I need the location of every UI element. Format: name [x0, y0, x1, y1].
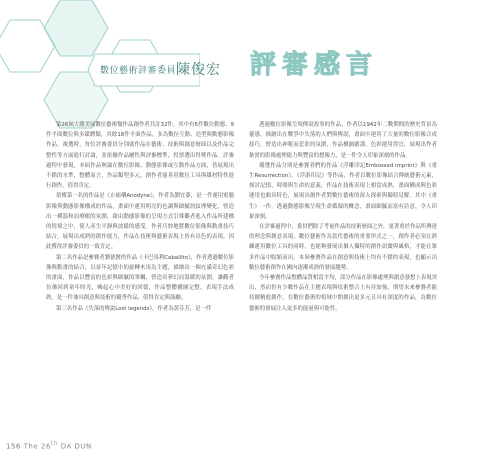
- text-column-right: [249, 120, 437, 314]
- paragraph: 在評審過程中，委員們除了考量作品的技術層面之外，更著重於作品所傳達的理念與創意表現。數位藝術作為當代藝術的重要形式之一，創作者必須在熟練運用數位工具的同時，也能夠發展出個人獨特的創作語彙與風格，才能在眾多作品中脫穎而出。本屆參賽作品在創意與技術上均有不錯的表現，也顯示出數位藝術創作在國內逐漸成熟的發展趨勢。: [249, 224, 437, 271]
- paragraph: 第二名作品是參賽者劉德賢的作品《卡巴馬利Caballito》，作者透過數位影像與動畫的結合，以童年記憶中的旋轉木馬為主題，描繪出一個充滿奇幻色彩的畫面，作品以豐富的色彩與細膩的筆觸，營造出夢幻而溫暖的氛圍，讓觀者彷彿回到童年時光，喚起心中美好的回憶，作品整體構圖完整，表現手法成熟，是一件兼具創意與技術的優秀作品，值得肯定與鼓勵。: [46, 254, 234, 302]
- edition-name: DA DUN: [60, 442, 92, 450]
- paragraph: 透過數位影像呈現傳說故事的作品，作者以1942年二戰期間的歷史背景為靈感，描繪出在戰爭中失落的人們與傳說，畫面中運用了大量的數位影像合成技巧，營造出神秘而悲壯的氛圍，作品構圖嚴謹，色彩運用得宜，展現出作者紮實的影像處理能力與豐富的想像力，是一件令人印象深刻的作品。: [249, 122, 437, 159]
- paragraph: 第26屆大墩美展數位藝術類作品創作者共計32件，其中有5件數位動態、9件平面數位與多媒體類，其餘18件平面作品，多為數位互動、造型與動態影像作品。複選時，每位評審委員分別就作品在藝術、技術與創意層面以及作品完整性等方面進行討論，並依據作品屬性與評審標準，投票選出得獎作品。評審過程中發現，本屆作品無論在數位影像、動態影像或互動作品方面，皆展現出不錯的水準，整體而言，作品類型多元，創作者能善用數位工具與媒材特性進行創作，值得肯定。: [46, 122, 234, 190]
- paragraph: 第三名作品《失落的傳說Lost legends》，作者為黃芬芳，是一件: [56, 305, 212, 312]
- page-footer: [0, 433, 480, 461]
- reviewer-role: 數位藝術評審委員: [100, 66, 177, 76]
- edition-suffix: th: [50, 439, 58, 447]
- edition-ordinal: 26: [40, 442, 51, 450]
- page-title: 評審感言: [250, 50, 379, 80]
- page-number: 156: [6, 442, 21, 450]
- paragraph: 榮獲第一名的作品是《止痛藥Anodyne》，作者為劉宜蓁，是一件運用電腦影像與動態影像構成的作品，畫面中運用明亮的色調與細膩的紋理變化，營造出一種溫和而療癒的氛圍，藉由動態影像的呈現方式引導觀者進入作品所建構的情境之中，使人產生平靜與放鬆的感受。作者巧妙地將數位影像與動畫技巧結合，展現出成熟的創作能力，作品在技術與藝術表現上皆有出色的表現，因此獲得評審委員的一致肯定。: [46, 193, 234, 251]
- text-column-left: [46, 120, 234, 314]
- paragraph: 優選作品分別是參賽者們的作品《浮雕印記Embossed imprint》與《重生Resurrection》、《浮游印記》等作品，作者以數位影像結合傳統藝術元素，探討記憶、時間與生命的意義，作品在技術表現上相當成熟，畫面構成與色彩運用也頗具特色，展現出創作者對數位藝術的深入探索與獨特見解。其中《重生》一作，透過動態影像呈現生命循環的概念，畫面細膩而富有詩意，令人印象深刻。: [249, 162, 437, 220]
- reviewer-name: 陳俊宏: [176, 62, 221, 78]
- paragraph: 今年參賽作品整體品質相當平均，部分作品在影像處理與創意發想上表現突出，然而仍有少數作品在主題表現與技術整合上有待加強，期望未來參賽者能持續精進創作，在數位藝術的領域中開創出更多元且具有深度的作品，為數位藝術的發展注入更多的能量與可能性。: [249, 275, 437, 312]
- edition-prefix: The: [23, 442, 39, 450]
- footer-label: [6, 440, 92, 450]
